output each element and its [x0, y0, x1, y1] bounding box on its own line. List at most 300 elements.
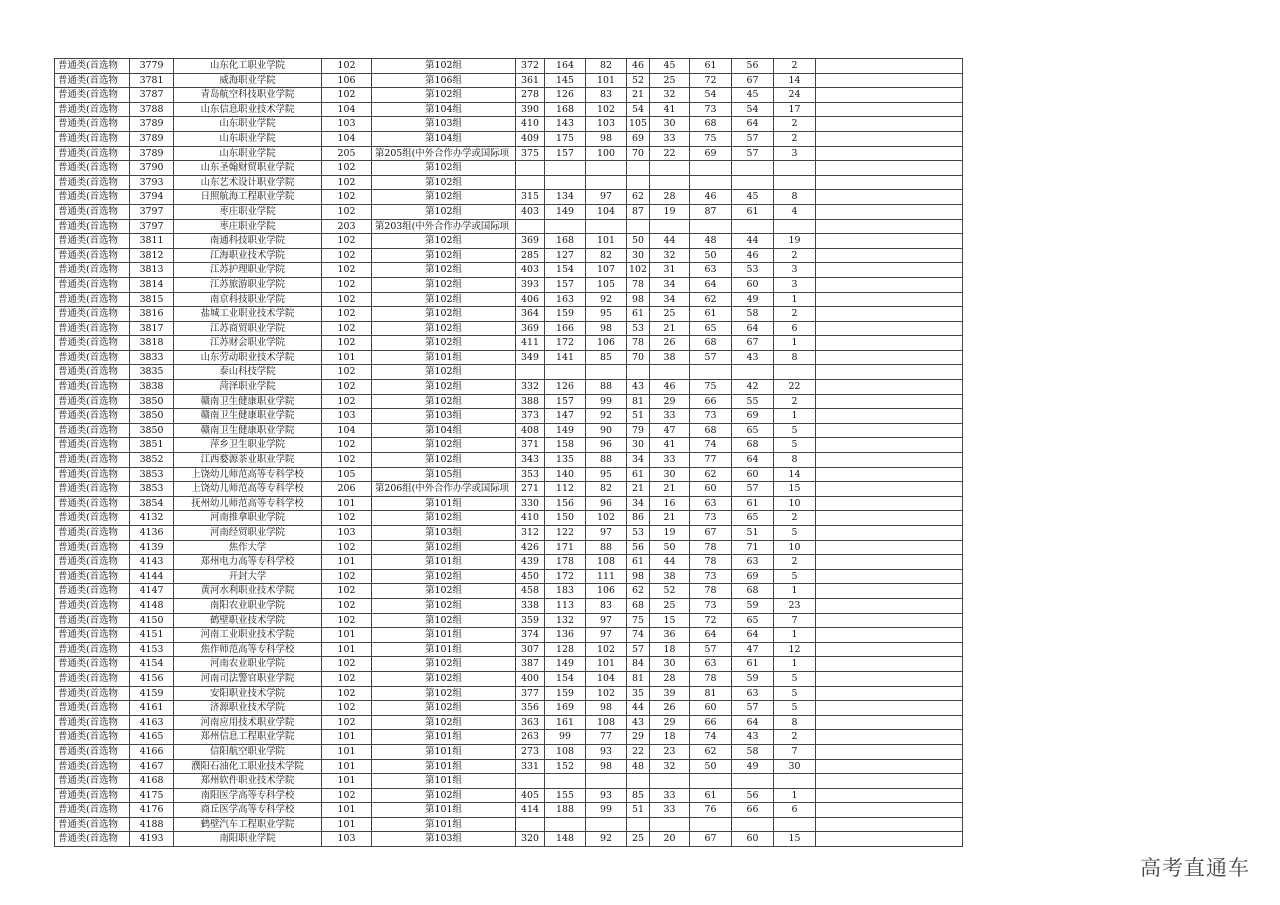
score-math-cell: 99 [586, 803, 627, 818]
group-name-cell: 第101组 [372, 759, 516, 774]
empty-cell [816, 584, 963, 599]
empty-cell [816, 219, 963, 234]
type-cell: 普通类(首选物 [55, 613, 130, 628]
score-foreign-cell: 69 [627, 131, 650, 146]
score-elective-1-cell: 33 [650, 803, 690, 818]
score-elective-1-cell: 28 [650, 190, 690, 205]
group-code-cell: 101 [322, 744, 372, 759]
score-elective-1-cell: 20 [650, 832, 690, 847]
score-foreign-cell: 21 [627, 482, 650, 497]
score-elective-2-cell: 69 [690, 146, 732, 161]
score-math-cell: 111 [586, 569, 627, 584]
rank-count-cell: 1 [774, 292, 816, 307]
group-code-cell: 101 [322, 628, 372, 643]
score-elective-2-cell: 78 [690, 555, 732, 570]
rank-count-cell: 1 [774, 657, 816, 672]
empty-cell [816, 744, 963, 759]
school-name-cell: 焦作师范高等专科学校 [174, 642, 322, 657]
school-code-cell: 3815 [130, 292, 174, 307]
empty-cell [816, 59, 963, 74]
group-name-cell: 第102组 [372, 584, 516, 599]
table-row [55, 613, 963, 628]
score-elective-1-cell: 30 [650, 657, 690, 672]
group-name-cell: 第102组 [372, 248, 516, 263]
score-foreign-cell: 51 [627, 803, 650, 818]
table-row [55, 365, 963, 380]
score-elective-1-cell: 50 [650, 540, 690, 555]
score-foreign-cell: 87 [627, 204, 650, 219]
table-row [55, 467, 963, 482]
score-elective-3-cell: 63 [732, 686, 774, 701]
empty-cell [816, 453, 963, 468]
score-elective-3-cell: 49 [732, 292, 774, 307]
group-name-cell: 第102组 [372, 453, 516, 468]
empty-cell [816, 817, 963, 832]
score-elective-3-cell: 60 [732, 467, 774, 482]
type-cell: 普通类(首选物 [55, 219, 130, 234]
school-name-cell: 商丘医学高等专科学校 [174, 803, 322, 818]
score-elective-1-cell: 18 [650, 730, 690, 745]
score-elective-1-cell: 41 [650, 102, 690, 117]
score-elective-3-cell: 67 [732, 336, 774, 351]
score-elective-1-cell: 33 [650, 409, 690, 424]
score-elective-3-cell: 61 [732, 657, 774, 672]
empty-cell [816, 496, 963, 511]
score-elective-1-cell: 18 [650, 642, 690, 657]
group-code-cell: 102 [322, 59, 372, 74]
score-elective-3-cell: 68 [732, 584, 774, 599]
score-elective-2-cell: 50 [690, 759, 732, 774]
score-foreign-cell: 53 [627, 321, 650, 336]
score-elective-2-cell: 81 [690, 686, 732, 701]
score-chinese-cell: 112 [545, 482, 586, 497]
score-chinese-cell: 168 [545, 234, 586, 249]
score-total-cell: 375 [516, 146, 545, 161]
score-chinese-cell: 113 [545, 598, 586, 613]
score-elective-1-cell: 46 [650, 380, 690, 395]
school-code-cell: 3797 [130, 219, 174, 234]
score-foreign-cell [627, 175, 650, 190]
table-row [55, 336, 963, 351]
table-row [55, 175, 963, 190]
score-chinese-cell: 157 [545, 277, 586, 292]
empty-cell [816, 175, 963, 190]
score-math-cell: 88 [586, 453, 627, 468]
group-name-cell: 第101组 [372, 730, 516, 745]
school-code-cell: 3812 [130, 248, 174, 263]
rank-count-cell: 1 [774, 336, 816, 351]
score-elective-2-cell: 67 [690, 526, 732, 541]
rank-count-cell: 19 [774, 234, 816, 249]
score-total-cell: 330 [516, 496, 545, 511]
school-code-cell: 3811 [130, 234, 174, 249]
school-code-cell: 3854 [130, 496, 174, 511]
score-foreign-cell: 84 [627, 657, 650, 672]
score-foreign-cell: 30 [627, 438, 650, 453]
table-row [55, 117, 963, 132]
score-math-cell: 92 [586, 832, 627, 847]
empty-cell [816, 307, 963, 322]
school-code-cell: 4163 [130, 715, 174, 730]
score-math-cell: 88 [586, 380, 627, 395]
school-name-cell: 信阳航空职业学院 [174, 744, 322, 759]
score-math-cell: 97 [586, 613, 627, 628]
type-cell: 普通类(首选物 [55, 759, 130, 774]
group-code-cell: 104 [322, 423, 372, 438]
rank-count-cell: 30 [774, 759, 816, 774]
score-total-cell: 343 [516, 453, 545, 468]
score-foreign-cell: 25 [627, 832, 650, 847]
score-elective-1-cell: 30 [650, 117, 690, 132]
table-row [55, 715, 963, 730]
rank-count-cell: 5 [774, 701, 816, 716]
score-total-cell: 458 [516, 584, 545, 599]
type-cell: 普通类(首选物 [55, 350, 130, 365]
rank-count-cell: 3 [774, 277, 816, 292]
type-cell: 普通类(首选物 [55, 715, 130, 730]
table-row [55, 584, 963, 599]
rank-count-cell: 6 [774, 803, 816, 818]
score-chinese-cell: 127 [545, 248, 586, 263]
score-math-cell: 97 [586, 526, 627, 541]
table-row [55, 526, 963, 541]
table-row [55, 438, 963, 453]
score-elective-1-cell [650, 817, 690, 832]
type-cell: 普通类(首选物 [55, 146, 130, 161]
empty-cell [816, 657, 963, 672]
score-chinese-cell: 158 [545, 438, 586, 453]
score-total-cell: 390 [516, 102, 545, 117]
rank-count-cell: 2 [774, 117, 816, 132]
score-foreign-cell [627, 161, 650, 176]
table-row [55, 394, 963, 409]
school-name-cell: 开封大学 [174, 569, 322, 584]
school-code-cell: 4166 [130, 744, 174, 759]
group-name-cell: 第103组 [372, 526, 516, 541]
score-chinese-cell [545, 365, 586, 380]
type-cell: 普通类(首选物 [55, 73, 130, 88]
score-total-cell: 315 [516, 190, 545, 205]
table-row [55, 759, 963, 774]
group-name-cell: 第102组 [372, 613, 516, 628]
score-total-cell: 387 [516, 657, 545, 672]
type-cell: 普通类(首选物 [55, 540, 130, 555]
rank-count-cell: 15 [774, 832, 816, 847]
score-chinese-cell: 159 [545, 686, 586, 701]
rank-count-cell [774, 817, 816, 832]
rank-count-cell: 4 [774, 204, 816, 219]
school-name-cell: 抚州幼儿师范高等专科学校 [174, 496, 322, 511]
empty-cell [816, 292, 963, 307]
rank-count-cell: 14 [774, 467, 816, 482]
score-total-cell: 410 [516, 511, 545, 526]
group-name-cell: 第101组 [372, 628, 516, 643]
score-elective-3-cell: 65 [732, 613, 774, 628]
score-elective-1-cell: 29 [650, 715, 690, 730]
score-math-cell: 102 [586, 511, 627, 526]
score-elective-2-cell: 63 [690, 496, 732, 511]
table-row [55, 744, 963, 759]
empty-cell [816, 204, 963, 219]
score-total-cell: 410 [516, 117, 545, 132]
score-chinese-cell: 141 [545, 350, 586, 365]
group-code-cell: 102 [322, 511, 372, 526]
type-cell: 普通类(首选物 [55, 88, 130, 103]
score-elective-3-cell: 66 [732, 803, 774, 818]
score-math-cell [586, 774, 627, 789]
group-code-cell: 102 [322, 671, 372, 686]
rank-count-cell: 1 [774, 628, 816, 643]
group-code-cell: 101 [322, 555, 372, 570]
group-name-cell: 第106组 [372, 73, 516, 88]
rank-count-cell: 1 [774, 788, 816, 803]
table-row [55, 803, 963, 818]
score-math-cell: 101 [586, 73, 627, 88]
school-name-cell: 安阳职业技术学院 [174, 686, 322, 701]
empty-cell [816, 555, 963, 570]
school-code-cell: 3813 [130, 263, 174, 278]
score-elective-1-cell: 21 [650, 321, 690, 336]
rank-count-cell: 5 [774, 569, 816, 584]
empty-cell [816, 788, 963, 803]
group-name-cell: 第102组 [372, 175, 516, 190]
type-cell: 普通类(首选物 [55, 453, 130, 468]
score-elective-1-cell: 21 [650, 482, 690, 497]
group-code-cell: 205 [322, 146, 372, 161]
school-code-cell: 4154 [130, 657, 174, 672]
group-code-cell: 206 [322, 482, 372, 497]
score-elective-1-cell: 26 [650, 336, 690, 351]
score-elective-2-cell: 78 [690, 671, 732, 686]
score-elective-2-cell [690, 774, 732, 789]
rank-count-cell: 2 [774, 511, 816, 526]
empty-cell [816, 409, 963, 424]
group-name-cell: 第102组 [372, 701, 516, 716]
empty-cell [816, 394, 963, 409]
score-elective-1-cell [650, 161, 690, 176]
rank-count-cell [774, 219, 816, 234]
empty-cell [816, 511, 963, 526]
school-name-cell: 南阳医学高等专科学校 [174, 788, 322, 803]
score-chinese-cell [545, 774, 586, 789]
empty-cell [816, 730, 963, 745]
score-chinese-cell [545, 817, 586, 832]
score-total-cell: 450 [516, 569, 545, 584]
school-name-cell: 鹤壁职业技术学院 [174, 613, 322, 628]
score-math-cell: 106 [586, 584, 627, 599]
score-elective-3-cell: 58 [732, 307, 774, 322]
score-total-cell [516, 161, 545, 176]
group-name-cell: 第102组 [372, 234, 516, 249]
score-chinese-cell: 172 [545, 569, 586, 584]
group-code-cell: 102 [322, 598, 372, 613]
score-elective-1-cell: 28 [650, 671, 690, 686]
group-code-cell: 102 [322, 657, 372, 672]
group-name-cell: 第104组 [372, 102, 516, 117]
rank-count-cell [774, 175, 816, 190]
school-code-cell: 3838 [130, 380, 174, 395]
score-elective-2-cell: 73 [690, 598, 732, 613]
score-total-cell: 361 [516, 73, 545, 88]
school-name-cell: 江海职业技术学院 [174, 248, 322, 263]
score-foreign-cell: 62 [627, 584, 650, 599]
score-foreign-cell [627, 774, 650, 789]
score-chinese-cell: 156 [545, 496, 586, 511]
score-elective-3-cell [732, 175, 774, 190]
school-code-cell: 3814 [130, 277, 174, 292]
score-elective-2-cell: 76 [690, 803, 732, 818]
school-name-cell: 焦作大学 [174, 540, 322, 555]
rank-count-cell: 7 [774, 613, 816, 628]
score-elective-3-cell: 57 [732, 146, 774, 161]
score-elective-1-cell: 33 [650, 788, 690, 803]
score-elective-2-cell: 65 [690, 321, 732, 336]
score-foreign-cell: 75 [627, 613, 650, 628]
school-code-cell: 3852 [130, 453, 174, 468]
score-foreign-cell: 54 [627, 102, 650, 117]
rank-count-cell: 22 [774, 380, 816, 395]
group-name-cell: 第102组 [372, 394, 516, 409]
score-foreign-cell: 85 [627, 788, 650, 803]
score-chinese-cell: 108 [545, 744, 586, 759]
score-elective-2-cell: 73 [690, 511, 732, 526]
group-name-cell: 第205组(中外合作办学或国际项 [372, 146, 516, 161]
score-chinese-cell: 149 [545, 657, 586, 672]
school-code-cell: 3787 [130, 88, 174, 103]
rank-count-cell: 6 [774, 321, 816, 336]
group-code-cell: 102 [322, 88, 372, 103]
group-name-cell: 第102组 [372, 540, 516, 555]
school-code-cell: 3788 [130, 102, 174, 117]
school-name-cell: 南阳职业学院 [174, 832, 322, 847]
score-elective-2-cell [690, 175, 732, 190]
score-chinese-cell: 147 [545, 409, 586, 424]
score-elective-1-cell [650, 365, 690, 380]
score-elective-1-cell: 19 [650, 204, 690, 219]
type-cell: 普通类(首选物 [55, 803, 130, 818]
group-code-cell: 103 [322, 832, 372, 847]
rank-count-cell [774, 365, 816, 380]
rank-count-cell: 5 [774, 423, 816, 438]
score-total-cell: 405 [516, 788, 545, 803]
type-cell: 普通类(首选物 [55, 365, 130, 380]
school-name-cell: 枣庄职业学院 [174, 219, 322, 234]
score-math-cell: 97 [586, 190, 627, 205]
rank-count-cell: 24 [774, 88, 816, 103]
table-row [55, 292, 963, 307]
rank-count-cell: 12 [774, 642, 816, 657]
group-code-cell: 103 [322, 409, 372, 424]
score-foreign-cell: 29 [627, 730, 650, 745]
score-chinese-cell: 152 [545, 759, 586, 774]
score-math-cell: 77 [586, 730, 627, 745]
score-chinese-cell: 148 [545, 832, 586, 847]
group-code-cell: 102 [322, 584, 372, 599]
empty-cell [816, 642, 963, 657]
group-name-cell: 第102组 [372, 292, 516, 307]
score-elective-2-cell: 46 [690, 190, 732, 205]
school-code-cell: 4147 [130, 584, 174, 599]
score-total-cell: 403 [516, 263, 545, 278]
score-math-cell: 82 [586, 482, 627, 497]
table-row [55, 482, 963, 497]
score-math-cell: 90 [586, 423, 627, 438]
school-name-cell: 山东圣翰财贸职业学院 [174, 161, 322, 176]
score-elective-2-cell: 78 [690, 584, 732, 599]
score-elective-3-cell: 61 [732, 496, 774, 511]
group-name-cell: 第104组 [372, 423, 516, 438]
group-name-cell: 第103组 [372, 409, 516, 424]
score-elective-2-cell: 57 [690, 350, 732, 365]
score-elective-1-cell: 34 [650, 292, 690, 307]
group-code-cell: 102 [322, 569, 372, 584]
score-elective-1-cell [650, 175, 690, 190]
score-elective-3-cell [732, 817, 774, 832]
score-foreign-cell: 79 [627, 423, 650, 438]
score-math-cell: 98 [586, 759, 627, 774]
score-elective-3-cell [732, 161, 774, 176]
type-cell: 普通类(首选物 [55, 657, 130, 672]
empty-cell [816, 467, 963, 482]
score-total-cell [516, 219, 545, 234]
table-row [55, 88, 963, 103]
school-name-cell: 泰山科技学院 [174, 365, 322, 380]
score-math-cell: 108 [586, 555, 627, 570]
score-total-cell: 285 [516, 248, 545, 263]
score-chinese-cell: 128 [545, 642, 586, 657]
score-foreign-cell: 81 [627, 394, 650, 409]
table-row [55, 730, 963, 745]
score-elective-3-cell: 68 [732, 438, 774, 453]
score-elective-1-cell: 26 [650, 701, 690, 716]
score-total-cell: 411 [516, 336, 545, 351]
score-foreign-cell: 105 [627, 117, 650, 132]
score-elective-3-cell: 57 [732, 482, 774, 497]
group-name-cell: 第102组 [372, 380, 516, 395]
empty-cell [816, 102, 963, 117]
school-name-cell: 威海职业学院 [174, 73, 322, 88]
school-code-cell: 4176 [130, 803, 174, 818]
empty-cell [816, 671, 963, 686]
table-row [55, 788, 963, 803]
empty-cell [816, 715, 963, 730]
school-name-cell: 赣南卫生健康职业学院 [174, 409, 322, 424]
table-row [55, 657, 963, 672]
type-cell: 普通类(首选物 [55, 526, 130, 541]
group-code-cell: 102 [322, 248, 372, 263]
table-row [55, 540, 963, 555]
score-elective-3-cell: 54 [732, 102, 774, 117]
group-code-cell: 103 [322, 526, 372, 541]
score-elective-3-cell: 65 [732, 423, 774, 438]
score-elective-3-cell: 42 [732, 380, 774, 395]
rank-count-cell: 23 [774, 598, 816, 613]
school-name-cell: 南阳农业职业学院 [174, 598, 322, 613]
score-elective-2-cell: 50 [690, 248, 732, 263]
table-row [55, 774, 963, 789]
score-elective-3-cell: 44 [732, 234, 774, 249]
rank-count-cell: 8 [774, 190, 816, 205]
school-name-cell: 南京科技职业学院 [174, 292, 322, 307]
group-name-cell: 第102组 [372, 204, 516, 219]
score-elective-2-cell: 63 [690, 657, 732, 672]
group-name-cell: 第101组 [372, 744, 516, 759]
group-name-cell: 第101组 [372, 642, 516, 657]
score-elective-1-cell: 41 [650, 438, 690, 453]
score-elective-1-cell: 44 [650, 555, 690, 570]
empty-cell [816, 190, 963, 205]
rank-count-cell: 14 [774, 73, 816, 88]
